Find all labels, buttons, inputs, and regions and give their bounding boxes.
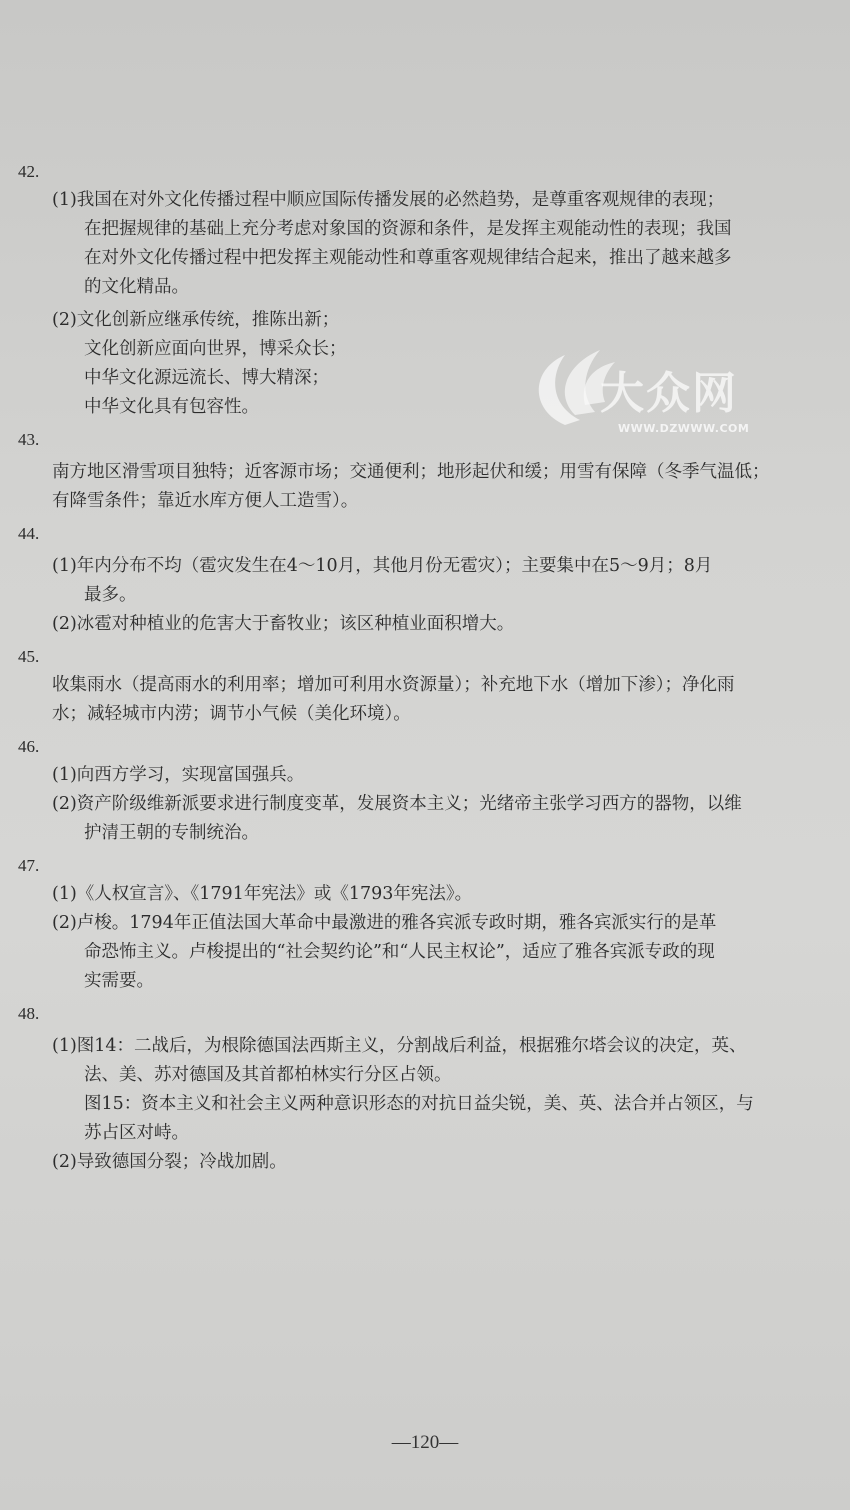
- answer-item: [52, 1032, 844, 1148]
- answer-line: 文化创新应面向世界，博采众长；: [84, 339, 347, 359]
- question-number: 47.: [18, 856, 40, 875]
- watermark-text: 大众网: [600, 368, 738, 419]
- answer-line: 在把握规律的基础上充分考虑对象国的资源和条件，是发挥主观能动性的表现；我国: [84, 219, 732, 239]
- answer-line: (1)图14：二战后，为根除德国法西斯主义，分割战后利益，根据雅尔塔会议的决定，英、: [52, 1036, 747, 1056]
- answer-line: 水；减轻城市内涝；调节小气候（美化环境）。: [52, 704, 411, 724]
- answer-line: (1)向西方学习，实现富国强兵。: [52, 765, 305, 785]
- answer-line: (2)资产阶级维新派要求进行制度变革，发展资本主义；光绪帝主张学习西方的器物，以维: [52, 794, 742, 814]
- answer-line: 的文化精品。: [84, 277, 189, 297]
- answer-line: 图15：资本主义和社会主义两种意识形态的对抗日益尖锐，美、英、法合并占领区，与: [84, 1094, 754, 1114]
- answer-item: [52, 909, 844, 996]
- answer-item: [52, 186, 844, 302]
- answer-line: (2)导致德国分裂；冷战加剧。: [52, 1152, 287, 1172]
- answer-item: [52, 1148, 844, 1177]
- answer-line: 在对外文化传播过程中把发挥主观能动性和尊重客观规律结合起来，推出了越来越多: [84, 248, 732, 268]
- answer-line: 中华文化具有包容性。: [84, 397, 259, 417]
- answer-line: 南方地区滑雪项目独特；近客源市场；交通便利；地形起伏和缓；用雪有保障（冬季气温低；: [52, 462, 770, 482]
- answer-line: (2)文化创新应继承传统，推陈出新；: [52, 310, 340, 330]
- answer-content: [18, 158, 844, 1177]
- answer-item: [52, 552, 844, 610]
- question-number: 46.: [18, 737, 40, 756]
- answer-line: 最多。: [84, 585, 137, 605]
- answer-line: 实需要。: [84, 971, 154, 991]
- answer-line: (1)年内分布不均（雹灾发生在4～10月，其他月份无雹灾）；主要集中在5～9月；8月: [52, 556, 713, 576]
- answer-line: (1)我国在对外文化传播过程中顺应国际传播发展的必然趋势，是尊重客观规律的表现；: [52, 190, 725, 210]
- answer-item: [52, 880, 844, 909]
- answer-item: [52, 761, 844, 790]
- answer-line: 护清王朝的专制统治。: [84, 823, 259, 843]
- answer-line: 中华文化源远流长、博大精深；: [84, 368, 329, 388]
- question-number: 48.: [18, 1004, 40, 1023]
- answer-item: [52, 610, 844, 639]
- answer-line: 命恐怖主义。卢梭提出的“社会契约论”和“人民主权论”，适应了雅各宾派专政的现: [84, 942, 715, 962]
- page-number: —120—: [391, 1432, 459, 1453]
- answer-line: (2)冰雹对种植业的危害大于畜牧业；该区种植业面积增大。: [52, 614, 515, 634]
- answer-line: 有降雪条件；靠近水库方便人工造雪）。: [52, 491, 359, 511]
- answer-line: 苏占区对峙。: [84, 1123, 189, 1143]
- answer-line: (1)《人权宣言》、《1791年宪法》或《1793年宪法》。: [52, 884, 473, 904]
- question-number: 45.: [18, 647, 40, 666]
- answer-paragraph: [52, 671, 844, 729]
- answer-line: 法、美、苏对德国及其首都柏林实行分区占领。: [84, 1065, 452, 1085]
- answer-line: (2)卢梭。1794年正值法国大革命中最激进的雅各宾派专政时期，雅各宾派实行的是革: [52, 913, 717, 933]
- answer-item: [52, 790, 844, 848]
- question-number: 43.: [18, 430, 40, 449]
- question-number: 42.: [18, 162, 40, 181]
- answer-paragraph: [52, 458, 844, 516]
- question-number: 44.: [18, 524, 40, 543]
- watermark-url: WWW.DZWWW.COM: [618, 422, 750, 435]
- answer-line: 收集雨水（提高雨水的利用率；增加可利用水资源量）；补充地下水（增加下渗）；净化雨: [52, 675, 735, 695]
